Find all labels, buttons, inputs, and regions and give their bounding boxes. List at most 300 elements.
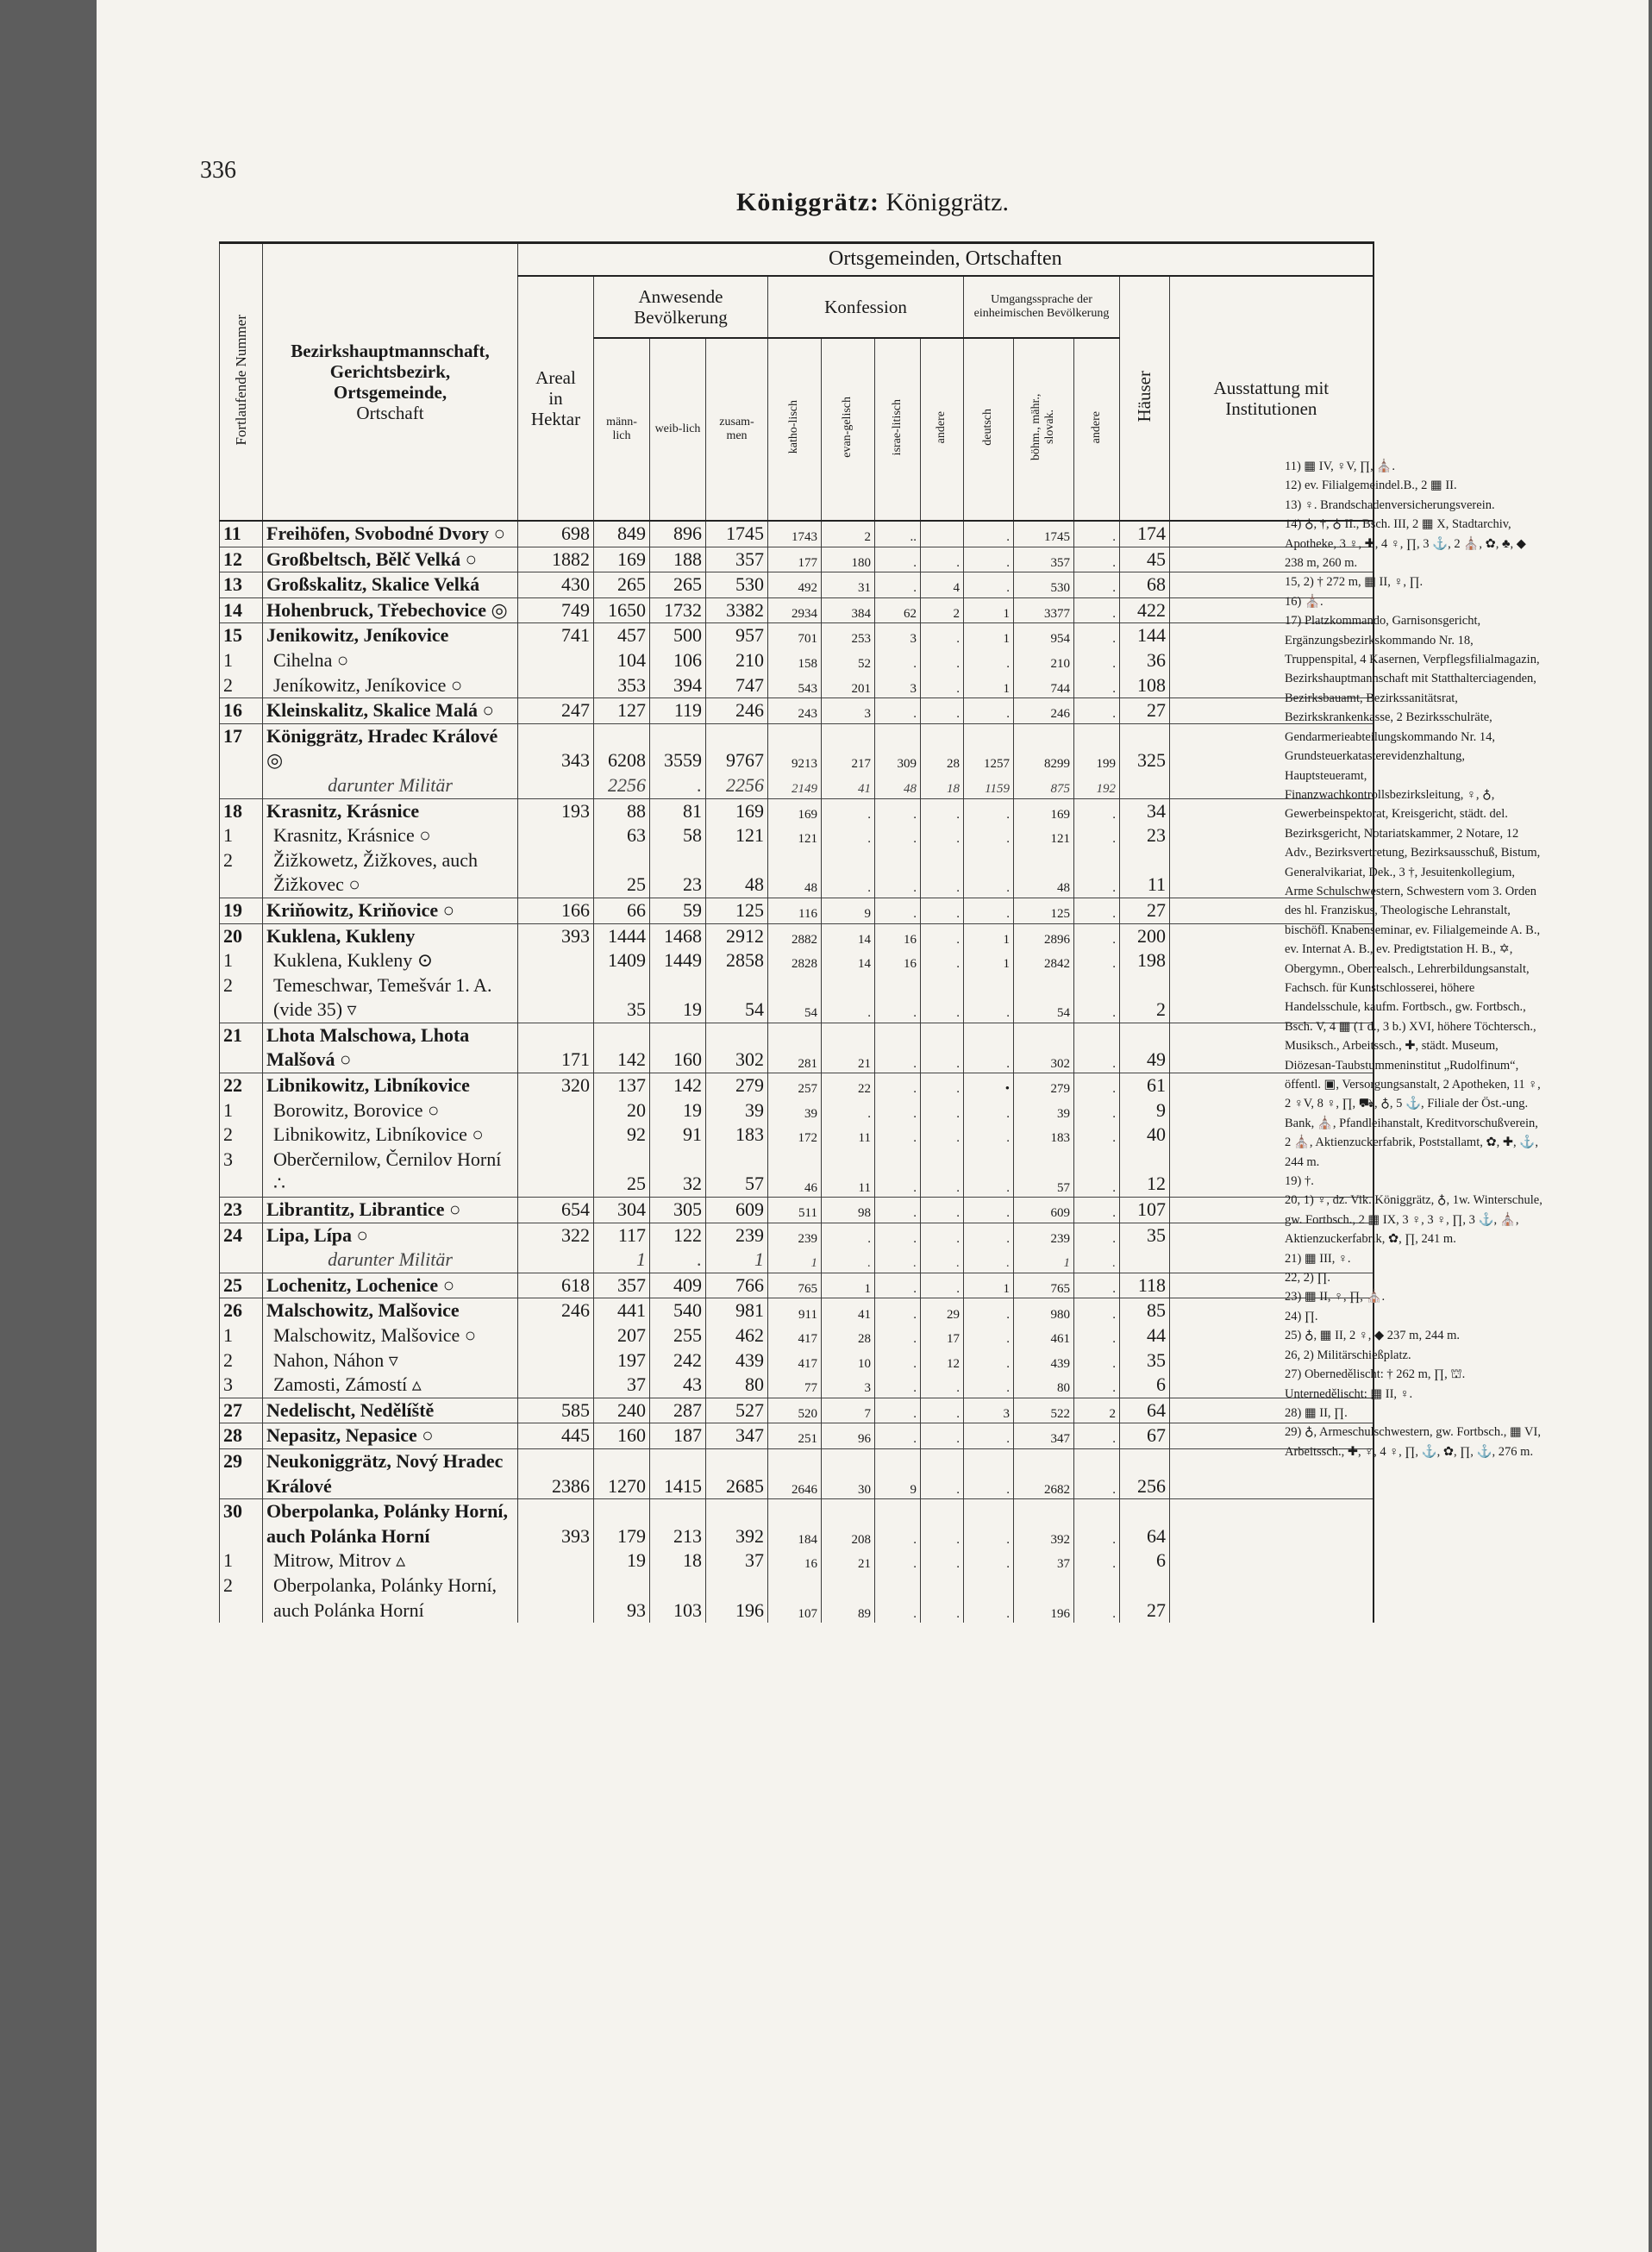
cell-h: 64 [1120,1499,1170,1549]
cell-b: 347 [1014,1423,1074,1449]
cell-h [1120,773,1170,798]
cell-u: . [1074,948,1120,973]
cell-w: 23 [650,848,706,898]
cell-m: 179 [594,1499,650,1549]
table-row [220,1423,1374,1449]
cell-m: 304 [594,1198,650,1223]
table-row [220,547,1374,572]
cell-o: . [921,1398,964,1423]
cell-e: 41 [822,1298,875,1323]
cell-u: . [1074,1148,1120,1198]
cell-k: 107 [768,1573,822,1623]
cell-o: . [921,973,964,1023]
cell-o: . [921,823,964,848]
cell-u: . [1074,973,1120,1023]
note-item: 17) Platzkommando, Garnisonsgericht, Ergänzungsbezirkskommando Nr. 18, Truppenspital, 4 Kasernen, Verpflegsfilialmagazin, Bezirkshauptmannschaft mit Statthalterciagenden, Bezirksbauamt, Bezirkssanitätsrat, Bezirkskrankenkasse, 2 Bezirksschulräte, Gendarmerieabteilungskommando Nr. 14, Grundsteuerkatasterevidenzhaltung, Hauptsteueramt, Finanzwachkontrollsbezirksleitung, ♀, ♁, Gewerbeinspektorat, Kreisgericht, städt. del. Bezirksgericht, Notariatskammer, 2 Notare, 12 Adv., Bezirksvertretung, Bezirksausschuß, Bistum, Generalvikariat, Dek., 3 †, Jesuitenkollegium, Arme Schulschwestern, Schwestern vom 3. Orden des hl. Franziskus, Theologische Lehranstalt, bischöfl. Knabenseminar, ev. Filialgemeinde A. B., ev. Internat A. B., ev. Predigtstation H. B., ✡, Obergymn., Oberrealsch., Lehrerbildungsanstalt, Fachsch. für Kunstschlosserei, höhere Handelsschule, kaufm. Fortbsch., gw. Fortbsch., Bsch. V, 4 ▦ (1 d., 3 b.) XVI, höhere Töchtersch., Musiksch., Arbeitssch., ✚, städt. Museum, Diözesan-Taubstummeninstitut „Rudolfinum“, öffentl. ▣, Versorgungsanstalt, 2 Apotheken, 11 ♀, 2 ♀V, 8 ♀, ∏, ⛟, ♁, 5 ⚓, Filiale der Öst.-ung. Bank, ⛪, Pfandleihanstalt, Kreditvorschußverein, 2 ⛪, Aktienzuckerfabrik, Poststallamt, ✿, ✚, ⚓, 244 m. [1285,614,1541,1169]
cell-a: 2386 [518,1448,594,1498]
cell-b: 744 [1014,673,1074,698]
note-item: 13) ♀. Brandschadenversicherungsverein. [1285,497,1495,512]
cell-z: 54 [706,973,768,1023]
cell-e: . [822,1248,875,1273]
cell-i: . [875,848,921,898]
cell-i: . [875,1273,921,1298]
row-number: 1 [220,948,263,973]
cell-w: 43 [650,1373,706,1398]
cell-z: 246 [706,698,768,724]
cell-e: . [822,973,875,1023]
cell-h: 2 [1120,973,1170,1023]
cell-b: 461 [1014,1323,1074,1348]
cell-d: . [964,648,1014,673]
cell-e: 208 [822,1499,875,1549]
cell-m: 93 [594,1573,650,1623]
cell-o: . [921,923,964,948]
cell-d: . [964,547,1014,572]
cell-d: 3 [964,1398,1014,1423]
cell-w: 103 [650,1573,706,1623]
place-name: Mitrow, Mitrov ▵ [263,1548,518,1573]
cell-h: 34 [1120,798,1170,823]
col-weiblich: weib-lich [650,338,706,521]
col-boehmisch: böhm., mähr., slovak. [1014,338,1074,521]
ausst-cell [1170,1548,1374,1573]
cell-u: . [1074,923,1120,948]
cell-b: 80 [1014,1373,1074,1398]
table-row [220,1023,1374,1073]
cell-z: 302 [706,1023,768,1073]
cell-e: 31 [822,572,875,598]
place-name: Librantitz, Librantice ○ [263,1198,518,1223]
row-number: 3 [220,1148,263,1198]
cell-i: . [875,1323,921,1348]
cell-k: 116 [768,898,822,923]
cell-m: 160 [594,1423,650,1449]
cell-a [518,948,594,973]
cell-z: 530 [706,572,768,598]
cell-o: . [921,1223,964,1248]
cell-k: 46 [768,1148,822,1198]
place-name: darunter Militär [263,773,518,798]
cell-m: 19 [594,1548,650,1573]
cell-k: 158 [768,648,822,673]
cell-d: . [964,1323,1014,1348]
cell-k: 177 [768,547,822,572]
row-number: 2 [220,673,263,698]
cell-o: . [921,1073,964,1098]
col-deutsch: deutsch [964,338,1014,521]
cell-e: 3 [822,698,875,724]
cell-e: 9 [822,898,875,923]
cell-u: 2 [1074,1398,1120,1423]
cell-i: . [875,1298,921,1323]
cell-a: 654 [518,1198,594,1223]
cell-e: 201 [822,673,875,698]
cell-d: . [964,521,1014,547]
cell-m: 137 [594,1073,650,1098]
table-row [220,597,1374,623]
cell-w: 213 [650,1499,706,1549]
cell-d: . [964,1423,1014,1449]
row-number: 25 [220,1273,263,1298]
cell-o: . [921,1148,964,1198]
title-bold: Königgrätz: [736,188,879,216]
cell-d: . [964,1573,1014,1623]
cell-o: . [921,1198,964,1223]
cell-e: . [822,823,875,848]
place-name: Žižkowetz, Žižkoves, auch Žižkovec ○ [263,848,518,898]
row-number: 1 [220,648,263,673]
cell-i: . [875,1248,921,1273]
cell-h: 44 [1120,1323,1170,1348]
row-number: 22 [220,1073,263,1098]
cell-w: 3559 [650,723,706,773]
cell-k: 911 [768,1298,822,1323]
cell-h: 174 [1120,521,1170,547]
cell-d: . [964,798,1014,823]
cell-h: 325 [1120,723,1170,773]
place-name: Libnikowitz, Libníkovice [263,1073,518,1098]
cell-w: 119 [650,698,706,724]
table-row [220,898,1374,923]
cell-d: 1 [964,673,1014,698]
cell-o: . [921,848,964,898]
cell-i: . [875,1573,921,1623]
row-number: 17 [220,723,263,773]
cell-w: 122 [650,1223,706,1248]
cell-w: 59 [650,898,706,923]
row-number: 16 [220,698,263,724]
cell-m: 37 [594,1373,650,1398]
row-number: 28 [220,1423,263,1449]
cell-u: . [1074,1098,1120,1123]
cell-b: 392 [1014,1499,1074,1549]
cell-i: . [875,1148,921,1198]
cell-i: . [875,1398,921,1423]
cell-b: 125 [1014,898,1074,923]
cell-z: 239 [706,1223,768,1248]
cell-u: . [1074,1373,1120,1398]
cell-d: . [964,898,1014,923]
place-name: Libnikowitz, Libníkovice ○ [263,1123,518,1148]
place-name: Lipa, Lípa ○ [263,1223,518,1248]
cell-d: 1257 [964,723,1014,773]
cell-i: 16 [875,923,921,948]
place-name: Nedelischt, Nedělíště [263,1398,518,1423]
cell-u: . [1074,1548,1120,1573]
cell-d: . [964,973,1014,1023]
cell-m: 142 [594,1023,650,1073]
cell-z: 48 [706,848,768,898]
place-name: Krasnitz, Krásnice [263,798,518,823]
cell-b: 196 [1014,1573,1074,1623]
place-name: Hohenbruck, Třebechovice ◎ [263,597,518,623]
cell-d: 1 [964,923,1014,948]
cell-z: 747 [706,673,768,698]
cell-b: 439 [1014,1348,1074,1373]
cell-i: . [875,1548,921,1573]
cell-o: . [921,1548,964,1573]
cell-k: 281 [768,1023,822,1073]
cell-d: . [964,1448,1014,1498]
cell-w: 142 [650,1073,706,1098]
cell-h: 64 [1120,1398,1170,1423]
cell-w: 500 [650,623,706,648]
cell-o: 29 [921,1298,964,1323]
cell-d: 1 [964,1273,1014,1298]
cell-d: . [964,1499,1014,1549]
cell-w: 409 [650,1273,706,1298]
cell-b: 2842 [1014,948,1074,973]
cell-a [518,1148,594,1198]
cell-h: 27 [1120,898,1170,923]
place-name: Nahon, Náhon ▿ [263,1348,518,1373]
cell-k: 16 [768,1548,822,1573]
cell-a: 393 [518,1499,594,1549]
cell-u: . [1074,798,1120,823]
cell-h: 12 [1120,1148,1170,1198]
table-row [220,648,1374,673]
cell-k: 2882 [768,923,822,948]
row-number: 11 [220,521,263,547]
cell-b: 357 [1014,547,1074,572]
table-row [220,1248,1374,1273]
cell-d: . [964,1198,1014,1223]
cell-z: 1 [706,1248,768,1273]
cell-d: 1 [964,948,1014,973]
place-name: Oberpolanka, Polánky Horní, auch Polánka Horní [263,1573,518,1623]
cell-k: 77 [768,1373,822,1398]
page-number: 336 [200,157,236,184]
cell-a [518,973,594,1023]
cell-i: . [875,1098,921,1123]
row-number: 21 [220,1023,263,1073]
cell-d: . [964,1123,1014,1148]
cell-z: 2256 [706,773,768,798]
cell-m: 357 [594,1273,650,1298]
cell-h: 107 [1120,1198,1170,1223]
table-row [220,698,1374,724]
row-number: 19 [220,898,263,923]
col-katholisch: katho-lisch [768,338,822,521]
cell-o: . [921,798,964,823]
institutions-notes [1285,457,1543,1461]
cell-m: 117 [594,1223,650,1248]
note-item: 26, 2) Militärschießplatz. [1285,1348,1411,1362]
cell-u: . [1074,1323,1120,1348]
cell-b: 279 [1014,1073,1074,1098]
cell-k: 543 [768,673,822,698]
cell-u: . [1074,848,1120,898]
cell-k: 169 [768,798,822,823]
cell-z: 183 [706,1123,768,1148]
cell-b: 48 [1014,848,1074,898]
cell-w: 1468 [650,923,706,948]
cell-b: 183 [1014,1123,1074,1148]
place-name: Nepasitz, Nepasice ○ [263,1423,518,1449]
place-name: Temeschwar, Temešvár 1. A. (vide 35) ▿ [263,973,518,1023]
place-name: Oberčernilow, Černilov Horní ∴ [263,1148,518,1198]
table-row [220,973,1374,1023]
cell-h: 11 [1120,848,1170,898]
cell-m: 88 [594,798,650,823]
cell-e: 30 [822,1448,875,1498]
cell-z: 439 [706,1348,768,1373]
table-row [220,1198,1374,1223]
cell-e: 98 [822,1198,875,1223]
cell-o: 4 [921,572,964,598]
col-israelitisch: israe-litisch [875,338,921,521]
cell-w: 106 [650,648,706,673]
cell-m: 127 [594,698,650,724]
cell-k: 48 [768,848,822,898]
cell-o: . [921,648,964,673]
cell-b: 246 [1014,698,1074,724]
statistics-table [219,241,1374,1623]
cell-z: 462 [706,1323,768,1348]
cell-d: . [964,1373,1014,1398]
note-item: 12) ev. Filialgemeindel.B., 2 ▦ II. [1285,479,1457,493]
cell-a [518,1573,594,1623]
cell-a: 320 [518,1073,594,1098]
cell-i: . [875,973,921,1023]
cell-o: 2 [921,597,964,623]
cell-z: 57 [706,1148,768,1198]
cell-m: 92 [594,1123,650,1148]
cell-h: 67 [1120,1423,1170,1449]
cell-w: 896 [650,521,706,547]
cell-i: . [875,1223,921,1248]
cell-e: 14 [822,923,875,948]
cell-k: 520 [768,1398,822,1423]
cell-w: 19 [650,973,706,1023]
cell-o: 17 [921,1323,964,1348]
row-number: 30 [220,1499,263,1549]
cell-o: . [921,898,964,923]
cell-k: 121 [768,823,822,848]
cell-b: 169 [1014,798,1074,823]
cell-u: 199 [1074,723,1120,773]
cell-a [518,1098,594,1123]
cell-e: 22 [822,1073,875,1098]
table-row [220,1273,1374,1298]
cell-w: 242 [650,1348,706,1373]
note-item: 20, 1) ♀, dz. Vik. Königgrätz, ♁, 1w. Winterschule, gw. Fortbsch., 2 ▦ IX, 3 ♀, 3 ♀, ∏, 3 ⚓, ⛪, Aktienzuckerfabrik, ✿, ∏, 241 m. [1285,1193,1542,1247]
cell-i: . [875,1423,921,1449]
row-number: 23 [220,1198,263,1223]
cell-u: . [1074,1123,1120,1148]
name-header: Bezirkshauptmannschaft, Gerichtsbezirk, Ortsgemeinde, Ortschaft [263,243,518,522]
cell-h: 35 [1120,1348,1170,1373]
cell-h: 256 [1120,1448,1170,1498]
cell-d: 1 [964,597,1014,623]
cell-z: 2858 [706,948,768,973]
cell-d: . [964,1223,1014,1248]
cell-w: 1732 [650,597,706,623]
cell-k: 184 [768,1499,822,1549]
place-name: Kuklena, Kukleny ⊙ [263,948,518,973]
cell-o: . [921,1273,964,1298]
row-number: 2 [220,848,263,898]
cell-e: 1 [822,1273,875,1298]
cell-m: 1 [594,1248,650,1273]
cell-a [518,1548,594,1573]
cell-o: . [921,948,964,973]
cell-e: 384 [822,597,875,623]
cell-i: .. [875,521,921,547]
row-number: 20 [220,923,263,948]
cell-u: . [1074,1348,1120,1373]
place-name: Zamosti, Zámostí ▵ [263,1373,518,1398]
table-row [220,773,1374,798]
cell-w: 1415 [650,1448,706,1498]
cell-a: 193 [518,798,594,823]
ausst-cell [1170,1499,1374,1549]
row-number: 2 [220,1348,263,1373]
cell-m: 66 [594,898,650,923]
cell-k: 9213 [768,723,822,773]
cell-h: 422 [1120,597,1170,623]
cell-e: 11 [822,1123,875,1148]
cell-u: . [1074,521,1120,547]
place-name: Lhota Malschowa, Lhota Malšová ○ [263,1023,518,1073]
cell-a: 698 [518,521,594,547]
cell-b: 57 [1014,1148,1074,1198]
cell-z: 80 [706,1373,768,1398]
table-row [220,1123,1374,1148]
cell-u: . [1074,1073,1120,1098]
cell-a: 445 [518,1423,594,1449]
row-number: 18 [220,798,263,823]
cell-m: 2256 [594,773,650,798]
cell-k: 2828 [768,948,822,973]
cell-h: 23 [1120,823,1170,848]
cell-o: . [921,1373,964,1398]
place-name: Borowitz, Borovice ○ [263,1098,518,1123]
cell-k: 2149 [768,773,822,798]
cell-e: 217 [822,723,875,773]
note-item: 25) ♁, ▦ II, 2 ♀, ◆ 237 m, 244 m. [1285,1329,1460,1343]
cell-a: 322 [518,1223,594,1248]
place-name: Jeníkowitz, Jeníkovice ○ [263,673,518,698]
cell-e: 11 [822,1148,875,1198]
cell-o: 12 [921,1348,964,1373]
cell-w: 287 [650,1398,706,1423]
cell-a [518,1348,594,1373]
cell-i: 16 [875,948,921,973]
note-item: 23) ▦ II, ♀, ∏, ⛪. [1285,1290,1386,1304]
cell-b: 2682 [1014,1448,1074,1498]
cell-h: 200 [1120,923,1170,948]
cell-e: 253 [822,623,875,648]
cell-w: 305 [650,1198,706,1223]
cell-a: 247 [518,698,594,724]
cell-h: 118 [1120,1273,1170,1298]
cell-z: 2912 [706,923,768,948]
cell-o: . [921,1098,964,1123]
table-row [220,1223,1374,1248]
cell-i: 3 [875,673,921,698]
cell-b: 609 [1014,1198,1074,1223]
cell-o: . [921,1573,964,1623]
cell-i: . [875,1123,921,1148]
cell-h: 61 [1120,1073,1170,1098]
areal-header: Areal in Hektar [518,276,594,521]
cell-w: 540 [650,1298,706,1323]
table-row [220,572,1374,598]
cell-i: . [875,1198,921,1223]
cell-m: 353 [594,673,650,698]
cell-a [518,848,594,898]
